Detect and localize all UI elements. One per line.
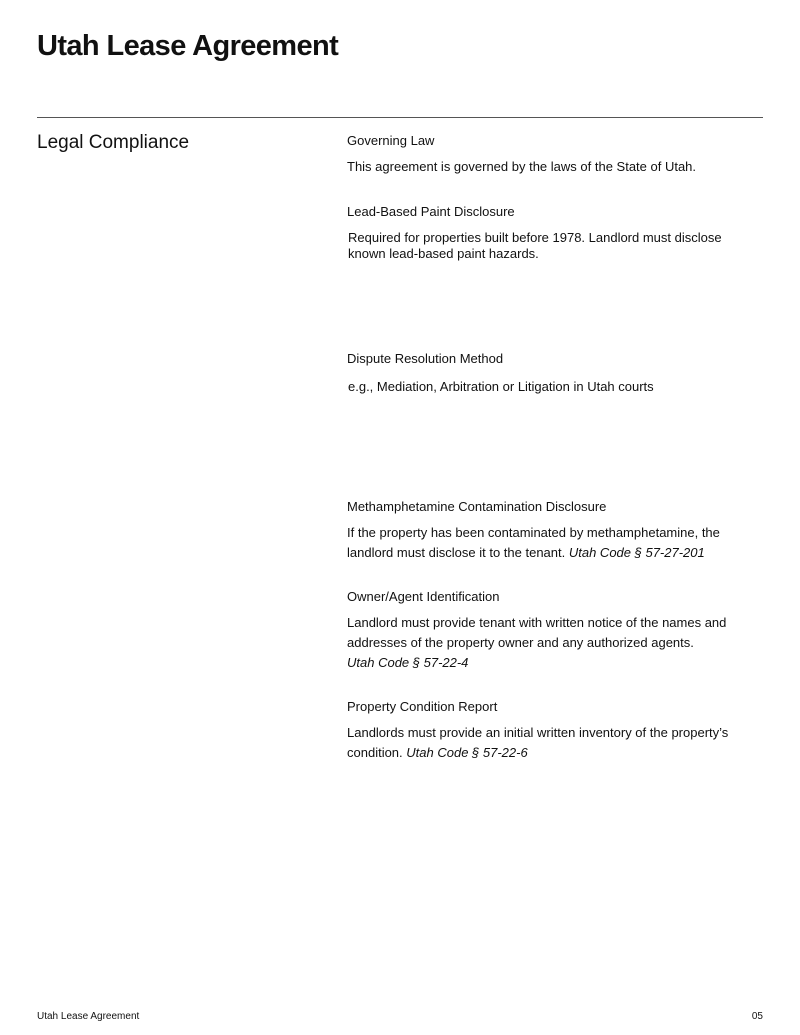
clause-body: Required for properties built before 1978. Landlord must disclose known lead-based paint hazards. (348, 230, 722, 261)
clause-text: If the property has been contaminated by methamphetamine, the landlord must disclose it to the tenant. (347, 525, 720, 560)
footer-document-title: Utah Lease Agreement (37, 1011, 140, 1022)
clause-governing-law (347, 133, 757, 177)
clause-dispute-resolution (347, 351, 757, 395)
clause-text: Landlords must provide an initial written inventory of the property’s condition. (347, 725, 729, 760)
statute-citation: Utah Code § 57-27-201 (568, 545, 705, 560)
clause-heading: Methamphetamine Contamination Disclosure (347, 499, 607, 514)
clause-owner-agent-identification (347, 589, 757, 673)
header-divider (37, 117, 763, 118)
clause-heading: Owner/Agent Identification (347, 589, 500, 604)
clause-body (347, 613, 742, 673)
statute-citation: Utah Code § 57-22-6 (406, 745, 528, 760)
document-title: Utah Lease Agreement (37, 30, 339, 62)
clause-property-condition-report (347, 699, 757, 763)
section-title: Legal Compliance (37, 132, 190, 153)
clause-meth-contamination-disclosure (347, 499, 757, 563)
clause-text: Landlord must provide tenant with written notice of the names and addresses of the property owner and any authorized agents. (347, 615, 727, 650)
clause-heading: Governing Law (347, 133, 435, 148)
clause-lead-paint-disclosure (347, 204, 757, 262)
clause-heading: Dispute Resolution Method (347, 351, 504, 366)
statute-citation: Utah Code § 57-22-4 (347, 655, 469, 670)
clause-heading: Property Condition Report (347, 699, 498, 714)
clause-body (347, 523, 742, 563)
clause-body: This agreement is governed by the laws of the State of Utah. (347, 159, 697, 174)
clause-heading: Lead-Based Paint Disclosure (347, 204, 515, 219)
clause-body (347, 723, 747, 763)
footer-page-number: 05 (751, 1011, 763, 1022)
clause-body-placeholder: e.g., Mediation, Arbitration or Litigation in Utah courts (348, 379, 654, 394)
